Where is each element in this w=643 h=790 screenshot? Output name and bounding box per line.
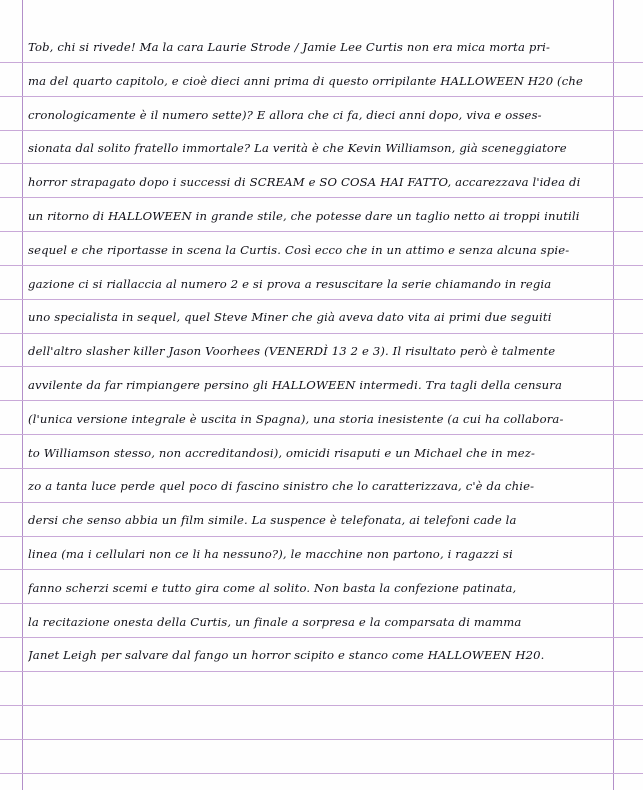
text-line: sequel e che riportasse in scena la Curtis. Così ecco che in un attimo e senza alcuna spie- [28,242,570,257]
text-line: avvilente da far rimpiangere persino gli HALLOWEEN intermedi. Tra tagli della censura [28,377,563,392]
text-line: horror strapagato dopo i successi di SCREAM e SO COSA HAI FATTO, accarezzava l'idea di [28,175,581,190]
text-line: sionata dal solito fratello immortale? La verità è che Kevin Williamson, già sceneggiatore [28,141,567,156]
text-line: dell'altro slasher killer Jason Voorhees (VENERDÌ 13 2 e 3). Il risultato però è talmente [28,344,556,359]
handwritten-text [28,31,618,673]
text-line: dersi che senso abbia un film simile. La suspence è telefonata, ai telefoni cade la [28,513,517,528]
text-line: to Williamson stesso, non accreditandosi), omicidi risaputi e un Michael che in mez- [28,445,536,460]
text-line: uno specialista in sequel, quel Steve Miner che già aveva dato vita ai primi due seguiti [28,310,552,325]
ruled-line [0,739,643,740]
ruled-line [0,773,643,774]
text-line: Janet Leigh per salvare dal fango un horror scipito e stanco come HALLOWEEN H20. [28,648,545,663]
text-line: (l'unica versione integrale è uscita in Spagna), una storia inesistente (a cui ha collabora- [28,411,564,426]
text-line: cronologicamente è il numero sette)? E allora che ci fa, dieci anni dopo, viva e osses- [28,107,542,122]
text-line: un ritorno di HALLOWEEN in grande stile, che potesse dare un taglio netto ai troppi inutili [28,208,580,223]
text-line: la recitazione onesta della Curtis, un finale a sorpresa e la comparsata di mamma [28,614,522,629]
text-line: gazione ci si riallaccia al numero 2 e si prova a resuscitare la serie chiamando in regia [28,276,552,291]
text-line: linea (ma i cellulari non ce li ha nessuno?), le macchine non partono, i ragazzi si [28,546,513,561]
text-line: Tob, chi si rivede! Ma la cara Laurie Strode / Jamie Lee Curtis non era mica morta pri- [28,40,551,54]
text-line: fanno scherzi scemi e tutto gira come al solito. Non basta la confezione patinata, [28,580,517,595]
text-line: ma del quarto capitolo, e cioè dieci anni prima di questo orripilante HALLOWEEN H20 (che [28,73,584,88]
ruled-line [0,705,643,706]
text-line: zo a tanta luce perde quel poco di fascino sinistro che lo caratterizzava, c'è da chie- [28,479,535,494]
